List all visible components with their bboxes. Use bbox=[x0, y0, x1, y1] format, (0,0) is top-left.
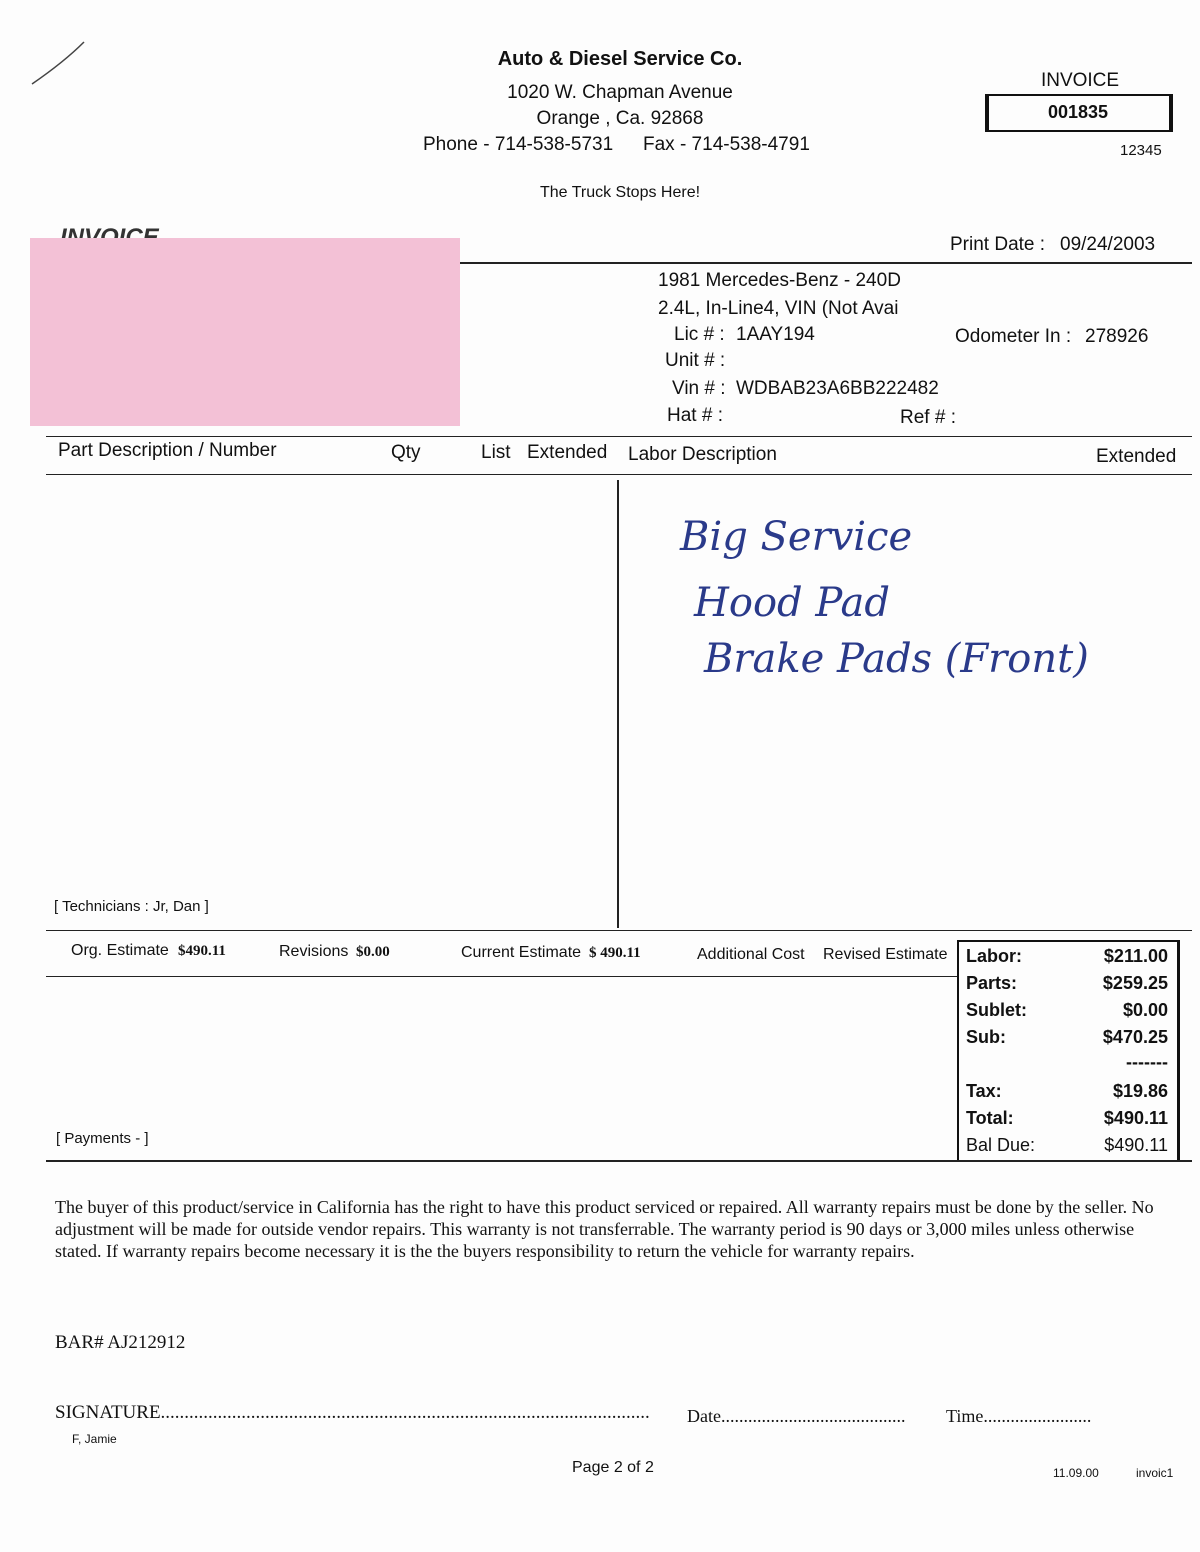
vehicle-engine: 2.4L, In-Line4, VIN (Not Avai bbox=[658, 298, 899, 319]
warranty-text: The buyer of this product/service in California has the right to have this product serviced or repaired. All warranty repairs must be done by the seller. No adjustment will be made for outside vendor repairs. This warranty is not transferrable. The warranty period is 90 days or 3,000 miles unless otherwise stated. If warranty repairs become necessary it is the the buyers responsibility to return the vehicle for warranty repairs. bbox=[55, 1197, 1154, 1261]
table-header-bottom-rule bbox=[46, 474, 1192, 475]
pen-mark bbox=[28, 38, 88, 88]
odometer-value: 278926 bbox=[1085, 326, 1149, 347]
tax-label: Tax: bbox=[966, 1081, 1002, 1101]
ref-label: Ref # : bbox=[900, 407, 956, 428]
org-estimate-value: $490.11 bbox=[178, 943, 226, 959]
signature-line[interactable]: SIGNATURE....................................................................................................... bbox=[55, 1402, 650, 1423]
vin-value: WDBAB23A6BB222482 bbox=[736, 378, 939, 399]
col-extended-header: Extended bbox=[527, 442, 608, 463]
payments-rule bbox=[46, 1160, 1192, 1162]
revisions-value: $0.00 bbox=[356, 944, 390, 960]
invoice-sub-number: 12345 bbox=[1120, 142, 1162, 159]
company-slogan: The Truck Stops Here! bbox=[539, 184, 701, 201]
company-address: 1020 W. Chapman Avenue bbox=[507, 82, 733, 103]
current-estimate-label: Current Estimate bbox=[461, 944, 582, 961]
unit-label: Unit # : bbox=[665, 350, 726, 371]
estimate-bottom-rule bbox=[46, 976, 958, 977]
vehicle-model: 1981 Mercedes-Benz - 240D bbox=[658, 270, 901, 291]
form-code: invoic1 bbox=[1136, 1466, 1174, 1480]
invoice-label: INVOICE bbox=[1040, 70, 1120, 91]
vin-label: Vin # : bbox=[672, 378, 726, 399]
col-qty-header: Qty bbox=[391, 442, 421, 463]
print-date-label: Print Date : bbox=[950, 234, 1046, 255]
col-list-header: List bbox=[481, 442, 511, 463]
handwritten-line-1: Big Service bbox=[680, 514, 913, 560]
col-part-header: Part Description / Number bbox=[58, 440, 277, 461]
hat-label: Hat # : bbox=[667, 405, 723, 426]
invoice-number: 001835 bbox=[1047, 102, 1109, 122]
parts-total-label: Parts: bbox=[966, 973, 1018, 993]
org-estimate-label: Org. Estimate bbox=[71, 942, 169, 959]
labor-column-divider bbox=[617, 480, 619, 928]
date-line[interactable]: Date......................................... bbox=[687, 1406, 906, 1426]
company-name: Auto & Diesel Service Co. bbox=[497, 48, 743, 70]
handwritten-line-3: Brake Pads (Front) bbox=[704, 636, 1089, 682]
time-line[interactable]: Time........................ bbox=[946, 1406, 1092, 1426]
handwritten-line-2: Hood Pad bbox=[694, 580, 890, 626]
current-estimate-value: $ 490.11 bbox=[589, 945, 641, 961]
additional-cost-label: Additional Cost bbox=[697, 946, 805, 963]
lic-value: 1AAY194 bbox=[736, 324, 815, 345]
labor-total: $211.00 bbox=[1103, 946, 1168, 966]
company-phone: Phone - 714-538-5731 bbox=[423, 134, 614, 155]
print-date: 09/24/2003 bbox=[1060, 234, 1156, 255]
col-extended2-header: Extended bbox=[1096, 446, 1177, 467]
sublet-total-label: Sublet: bbox=[966, 1000, 1027, 1020]
revised-estimate-label: Revised Estimate bbox=[823, 946, 948, 963]
company-city: Orange , Ca. 92868 bbox=[536, 108, 704, 129]
company-fax: Fax - 714-538-4791 bbox=[643, 134, 810, 155]
revisions-label: Revisions bbox=[279, 943, 349, 960]
grand-total-label: Total: bbox=[966, 1108, 1014, 1128]
page-indicator: Page 2 of 2 bbox=[572, 1459, 654, 1476]
customer-redaction bbox=[30, 238, 460, 426]
sublet-total: $0.00 bbox=[1122, 1000, 1168, 1020]
bar-number: BAR# AJ212912 bbox=[55, 1332, 186, 1353]
sub-total: $470.25 bbox=[1102, 1027, 1168, 1047]
estimate-top-rule bbox=[46, 930, 1192, 931]
labor-total-label: Labor: bbox=[966, 946, 1022, 966]
odometer-label: Odometer In : bbox=[955, 326, 1072, 347]
balance-due-label: Bal Due: bbox=[966, 1135, 1036, 1155]
lic-label: Lic # : bbox=[674, 324, 725, 345]
grand-total: $490.11 bbox=[1103, 1108, 1168, 1128]
signer-name: F, Jamie bbox=[72, 1432, 117, 1446]
table-header-top-rule bbox=[46, 436, 1192, 437]
payments: [ Payments - ] bbox=[56, 1130, 149, 1147]
sub-total-label: Sub: bbox=[966, 1027, 1006, 1047]
parts-total: $259.25 bbox=[1102, 973, 1168, 993]
balance-due: $490.11 bbox=[1104, 1135, 1168, 1155]
col-labor-header: Labor Description bbox=[628, 444, 777, 465]
totals-dashes: ------- bbox=[1126, 1052, 1168, 1072]
technicians: [ Technicians : Jr, Dan ] bbox=[54, 898, 209, 915]
tax-value: $19.86 bbox=[1112, 1081, 1168, 1101]
form-version: 11.09.00 bbox=[1053, 1466, 1099, 1480]
